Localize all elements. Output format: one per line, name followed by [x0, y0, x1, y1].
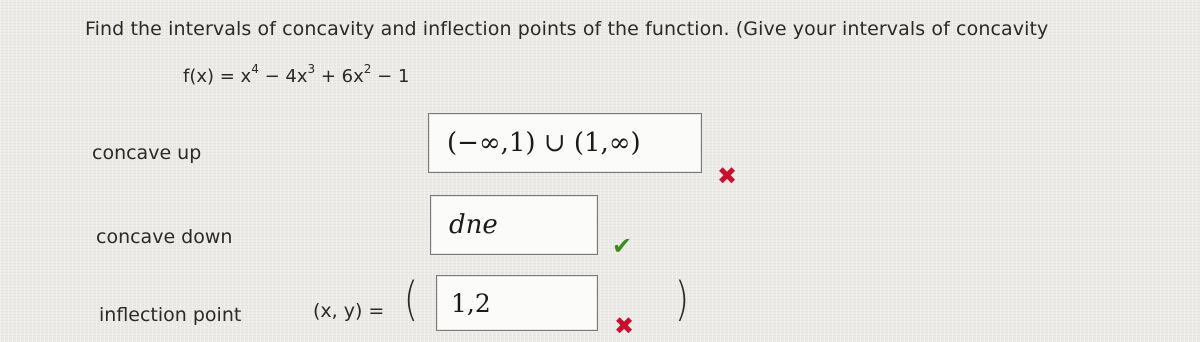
- concave-down-answer-field[interactable]: [430, 195, 598, 255]
- concave-up-label: concave up: [92, 142, 202, 164]
- inflection-point-answer-value: 1,2: [451, 288, 491, 318]
- function-part-2: − 4x: [258, 66, 308, 87]
- incorrect-x-icon: ✖: [614, 312, 635, 340]
- exponent-2: 2: [363, 62, 372, 76]
- concave-down-label: concave down: [96, 226, 233, 248]
- correct-check-icon: ✔: [612, 232, 633, 260]
- inflection-point-answer-field[interactable]: [436, 275, 598, 331]
- function-part-3: + 6x: [315, 66, 364, 87]
- concave-up-answer-field[interactable]: [428, 113, 702, 173]
- question-text: Find the intervals of concavity and inflection points of the function. (Give your intervals of concavity: [85, 18, 1049, 40]
- exponent-4: 4: [251, 62, 259, 76]
- function-part-1: f(x) = x: [183, 66, 252, 87]
- exponent-3: 3: [307, 62, 316, 76]
- inflection-point-label: inflection point: [99, 304, 242, 326]
- xy-label: (x, y) =: [313, 300, 385, 322]
- function-expression: [183, 62, 410, 87]
- close-parenthesis: ): [674, 272, 690, 326]
- concave-up-answer-value: (−∞,1) ∪ (1,∞): [447, 128, 641, 158]
- concave-down-answer-value: dne: [449, 210, 498, 240]
- incorrect-x-icon: ✖: [717, 162, 738, 190]
- open-parenthesis: (: [403, 272, 419, 326]
- function-part-4: − 1: [371, 66, 410, 87]
